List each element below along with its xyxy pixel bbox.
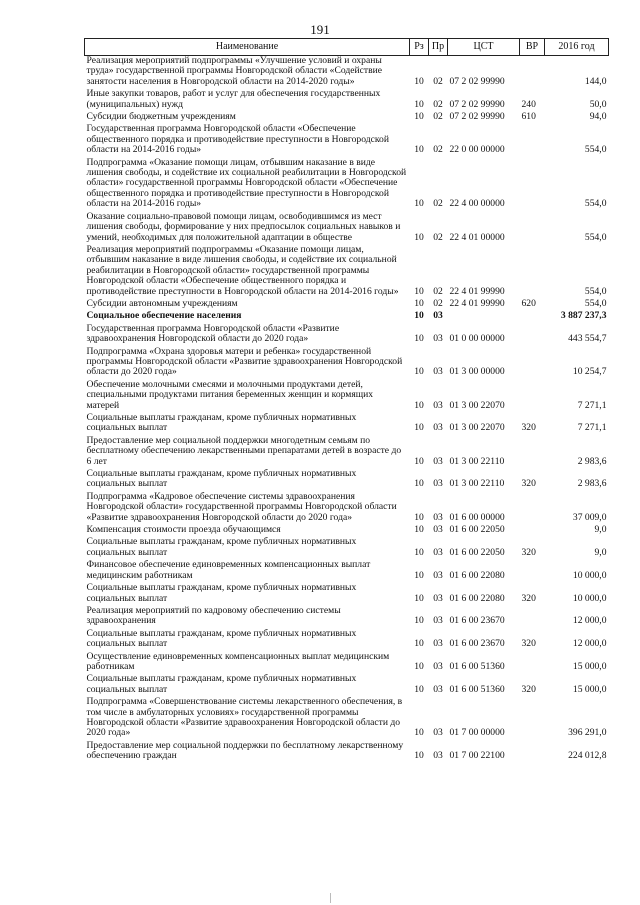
row-name: Субсидии бюджетным учреждениям	[86, 111, 236, 123]
row-rz: 10	[414, 310, 424, 322]
header-name: Наименование	[85, 39, 410, 56]
table-row	[85, 469, 609, 492]
row-name: Государственная программа Новгородской области «Развитие здравоохранения Новгородской области до 2020 года»	[86, 322, 340, 345]
row-amount: 94,0	[589, 111, 607, 123]
row-vr	[520, 560, 545, 583]
row-pr: 02	[433, 144, 443, 156]
row-pr: 03	[433, 750, 443, 762]
row-name: Подпрограмма «Оказание помощи лицам, отбывшим наказание в виде лишения свободы, и содействие их социальной реабилитации в Новгородской области» государственной программы Новгородской области «Обеспечение общественного порядка и противодействие преступности в Новгородской области на 2014-2016 годы»	[86, 156, 407, 210]
table-row	[85, 245, 609, 299]
row-pr: 03	[433, 660, 443, 672]
row-vr	[520, 324, 545, 347]
row-vr	[520, 606, 545, 629]
table-row	[85, 56, 609, 90]
row-pr: 03	[433, 569, 443, 581]
row-vr: 240	[521, 98, 536, 110]
row-amount: 10 000,0	[572, 569, 607, 581]
row-name: Социальные выплаты гражданам, кроме публичных нормативных социальных выплат	[86, 536, 357, 558]
row-amount: 50,0	[589, 98, 607, 110]
row-amount: 554,0	[584, 297, 607, 309]
row-vr	[520, 697, 545, 741]
table-row	[85, 311, 609, 323]
table-row	[85, 674, 609, 697]
row-rz: 10	[414, 399, 424, 411]
row-pr: 02	[433, 111, 443, 123]
row-amount: 554,0	[584, 144, 607, 156]
row-rz: 10	[414, 592, 424, 604]
row-vr	[520, 525, 545, 537]
row-name: Подпрограмма «Кадровое обеспечение системы здравоохранения Новгородской области» государственной программы Новгородской области «Развитие здравоохранения Новгородской области до 2020 года»	[86, 490, 397, 523]
row-name: Подпрограмма «Совершенствование системы лекарственного обеспечения, в том числе в амбулаторных условиях» государственной программы Новгородской области «Развитие здравоохранения Новгородской области до 2020 года»	[86, 696, 403, 739]
row-rz: 10	[414, 111, 424, 123]
table-row	[85, 158, 609, 212]
row-vr	[520, 245, 545, 299]
row-pr: 03	[433, 478, 443, 490]
row-rz: 10	[414, 660, 424, 672]
row-rz: 10	[414, 511, 424, 523]
row-cst: 07 2 02 99990	[449, 75, 505, 87]
row-name: Реализация мероприятий подпрограммы «Оказание помощи лицам, отбывшим наказание в виде лишения свободы, и содействие их социальной реабилитации в Новгородской области» государственной программы Новгородской области «Обеспечение общественного порядка и противодействие преступности в Новгородской области на 2014-2016 годы»	[86, 243, 399, 297]
row-cst: 01 3 00 00000	[449, 366, 505, 378]
row-cst: 01 7 00 22100	[449, 750, 505, 762]
row-vr	[520, 652, 545, 675]
header-pr: Пр	[429, 39, 448, 56]
row-name: Предоставление мер социальной поддержки по бесплатному лекарственному обеспечению граждан	[86, 739, 404, 762]
row-name: Социальные выплаты гражданам, кроме публичных нормативных социальных выплат	[86, 582, 357, 604]
row-cst: 22 0 00 00000	[449, 144, 505, 156]
row-name: Финансовое обеспечение единовременных компенсационных выплат медицинским работникам	[86, 559, 371, 581]
table-row	[85, 380, 609, 413]
row-cst: 01 6 00 51360	[449, 683, 505, 695]
table-row	[85, 741, 609, 764]
row-amount: 12 000,0	[572, 638, 607, 650]
row-pr: 03	[433, 683, 443, 695]
row-vr: 610	[521, 111, 536, 123]
row-cst: 01 6 00 22080	[449, 592, 505, 604]
row-cst: 22 4 01 00000	[449, 231, 505, 243]
row-pr: 03	[433, 638, 443, 650]
row-pr: 03	[433, 310, 443, 322]
row-amount: 3 887 237,3	[560, 310, 607, 322]
header-cst: ЦСТ	[448, 39, 520, 56]
row-amount: 12 000,0	[572, 615, 607, 627]
row-vr: 620	[521, 297, 536, 309]
table-row	[85, 347, 609, 380]
header-rz: Рз	[410, 39, 429, 56]
row-vr	[520, 436, 545, 469]
row-vr: 320	[521, 478, 536, 490]
table-row	[85, 629, 609, 652]
row-pr: 03	[433, 366, 443, 378]
row-rz: 10	[414, 366, 424, 378]
row-vr: 320	[521, 683, 536, 695]
row-cst: 07 2 02 99990	[449, 98, 505, 110]
row-pr: 03	[433, 399, 443, 411]
row-cst: 01 6 00 23670	[449, 615, 505, 627]
row-cst: 01 6 00 23670	[449, 638, 505, 650]
row-pr: 02	[433, 198, 443, 210]
row-amount: 2 983,6	[577, 478, 607, 490]
row-vr: 320	[521, 546, 536, 558]
row-name: Социальные выплаты гражданам, кроме публичных нормативных социальных выплат	[86, 673, 357, 695]
row-amount: 7 271,1	[577, 399, 607, 411]
row-name: Социальные выплаты гражданам, кроме публичных нормативных социальных выплат	[86, 627, 357, 650]
row-vr	[520, 56, 545, 90]
row-rz: 10	[414, 422, 424, 434]
row-name: Субсидии автономным учреждениям	[86, 297, 238, 309]
row-vr	[520, 311, 545, 323]
table-row	[85, 324, 609, 347]
row-amount: 15 000,0	[572, 660, 607, 672]
table-row	[85, 492, 609, 525]
row-name: Осуществление единовременных компенсационных выплат медицинским работникам	[86, 650, 390, 672]
row-amount: 554,0	[584, 231, 607, 243]
row-rz: 10	[414, 478, 424, 490]
row-cst: 22 4 01 99990	[449, 297, 505, 309]
row-cst: 01 3 00 22070	[449, 422, 505, 434]
row-name: Предоставление мер социальной поддержки многодетным семьям по бесплатному обеспечению лекарственными препаратами детей в возрасте до 6 лет	[86, 434, 402, 467]
row-vr	[520, 347, 545, 380]
row-rz: 10	[414, 638, 424, 650]
table-row	[85, 124, 609, 157]
row-cst: 01 3 00 22110	[449, 455, 505, 467]
row-amount: 144,0	[584, 75, 607, 87]
row-pr: 02	[433, 98, 443, 110]
row-name: Иные закупки товаров, работ и услуг для обеспечения государственных (муниципальных) нужд	[86, 88, 381, 110]
row-pr: 03	[433, 455, 443, 467]
row-amount: 7 271,1	[577, 422, 607, 434]
table-row	[85, 89, 609, 112]
row-cst: 01 3 00 22070	[449, 399, 505, 411]
table-row	[85, 212, 609, 245]
row-rz: 10	[414, 333, 424, 345]
row-name: Подпрограмма «Охрана здоровья матери и ребенка» государственной программы Новгородской области «Развитие здравоохранения Новгородской области до 2020 года»	[86, 345, 403, 378]
row-name: Социальные выплаты гражданам, кроме публичных нормативных социальных выплат	[86, 412, 357, 434]
table-row	[85, 413, 609, 436]
row-vr: 320	[521, 422, 536, 434]
row-amount: 554,0	[584, 198, 607, 210]
row-pr: 02	[433, 297, 443, 309]
row-cst: 22 4 00 00000	[449, 198, 505, 210]
row-amount: 15 000,0	[572, 683, 607, 695]
row-name: Реализация мероприятий по кадровому обеспечению системы здравоохранения	[86, 604, 341, 627]
row-rz: 10	[414, 75, 424, 87]
header-year: 2016 год	[545, 39, 609, 56]
row-amount: 37 009,0	[572, 511, 607, 523]
row-cst: 01 6 00 00000	[449, 511, 505, 523]
row-vr	[520, 741, 545, 764]
scan-artifact	[330, 893, 331, 903]
table-row	[85, 652, 609, 675]
row-name: Социальные выплаты гражданам, кроме публичных нормативных социальных выплат	[86, 468, 357, 490]
row-cst: 01 6 00 22050	[449, 524, 505, 536]
row-vr	[520, 124, 545, 157]
row-name: Реализация мероприятий подпрограммы «Улучшение условий и охраны труда» государственной программы Новгородской области «Содействие занятости населения в Новгородской области на 2014-2020 годы»	[86, 55, 383, 87]
row-rz: 10	[414, 198, 424, 210]
table-row	[85, 697, 609, 741]
row-rz: 10	[414, 615, 424, 627]
row-amount: 443 554,7	[568, 333, 607, 345]
row-pr: 02	[433, 285, 443, 297]
row-vr	[520, 492, 545, 525]
row-cst: 07 2 02 99990	[449, 111, 505, 123]
row-name: Социальное обеспечение населения	[86, 310, 242, 322]
row-rz: 10	[414, 750, 424, 762]
row-pr: 03	[433, 727, 443, 739]
budget-table	[84, 38, 609, 764]
header-vr: ВР	[520, 39, 545, 56]
row-pr: 03	[433, 592, 443, 604]
row-name: Государственная программа Новгородской области «Обеспечение общественного порядка и противодействие преступности в Новгородской области на 2014-2016 годы»	[86, 123, 389, 156]
row-amount: 224 012,8	[568, 750, 607, 762]
row-cst: 22 4 01 99990	[449, 285, 505, 297]
table-row	[85, 436, 609, 469]
row-amount: 9,0	[594, 546, 607, 558]
row-name: Обеспечение молочными смесями и молочными продуктами детей, специальными продуктами питания беременных женщин и кормящих матерей	[86, 378, 374, 411]
row-rz: 10	[414, 683, 424, 695]
row-pr: 03	[433, 546, 443, 558]
row-rz: 10	[414, 455, 424, 467]
row-cst	[448, 311, 520, 323]
row-cst: 01 3 00 22110	[449, 478, 505, 490]
page-number: 191	[310, 22, 330, 37]
row-cst: 01 6 00 22080	[449, 569, 505, 581]
row-amount: 10 000,0	[572, 592, 607, 604]
row-name: Компенсация стоимости проезда обучающимся	[86, 524, 281, 536]
table-row	[85, 583, 609, 606]
row-cst: 01 7 00 00000	[449, 727, 505, 739]
row-pr: 03	[433, 333, 443, 345]
row-pr: 03	[433, 511, 443, 523]
row-vr	[520, 380, 545, 413]
row-amount: 554,0	[584, 285, 607, 297]
row-rz: 10	[414, 144, 424, 156]
row-amount: 10 254,7	[572, 366, 607, 378]
table-row	[85, 606, 609, 629]
row-vr	[520, 212, 545, 245]
row-rz: 10	[414, 524, 424, 536]
row-rz: 10	[414, 98, 424, 110]
row-rz: 10	[414, 285, 424, 297]
table-row	[85, 560, 609, 583]
row-amount: 2 983,6	[577, 455, 607, 467]
row-pr: 03	[433, 422, 443, 434]
table-header-row	[85, 39, 609, 56]
table-row	[85, 537, 609, 560]
row-pr: 02	[433, 75, 443, 87]
row-pr: 02	[433, 231, 443, 243]
row-rz: 10	[414, 546, 424, 558]
row-amount: 9,0	[594, 524, 607, 536]
row-cst: 01 6 00 51360	[449, 660, 505, 672]
row-cst: 01 0 00 00000	[449, 333, 505, 345]
row-cst: 01 6 00 22050	[449, 546, 505, 558]
row-rz: 10	[414, 297, 424, 309]
row-rz: 10	[414, 569, 424, 581]
row-amount: 396 291,0	[568, 727, 607, 739]
row-rz: 10	[414, 231, 424, 243]
row-pr: 03	[433, 615, 443, 627]
row-vr: 320	[521, 638, 536, 650]
row-rz: 10	[414, 727, 424, 739]
row-vr: 320	[521, 592, 536, 604]
row-vr	[520, 158, 545, 212]
row-name: Оказание социально-правовой помощи лицам, освободившимся из мест лишения свободы, формирование у них предпосылок социальных навыков и умений, необходимых для положительной адаптации в обществе	[86, 210, 401, 243]
row-pr: 03	[433, 524, 443, 536]
